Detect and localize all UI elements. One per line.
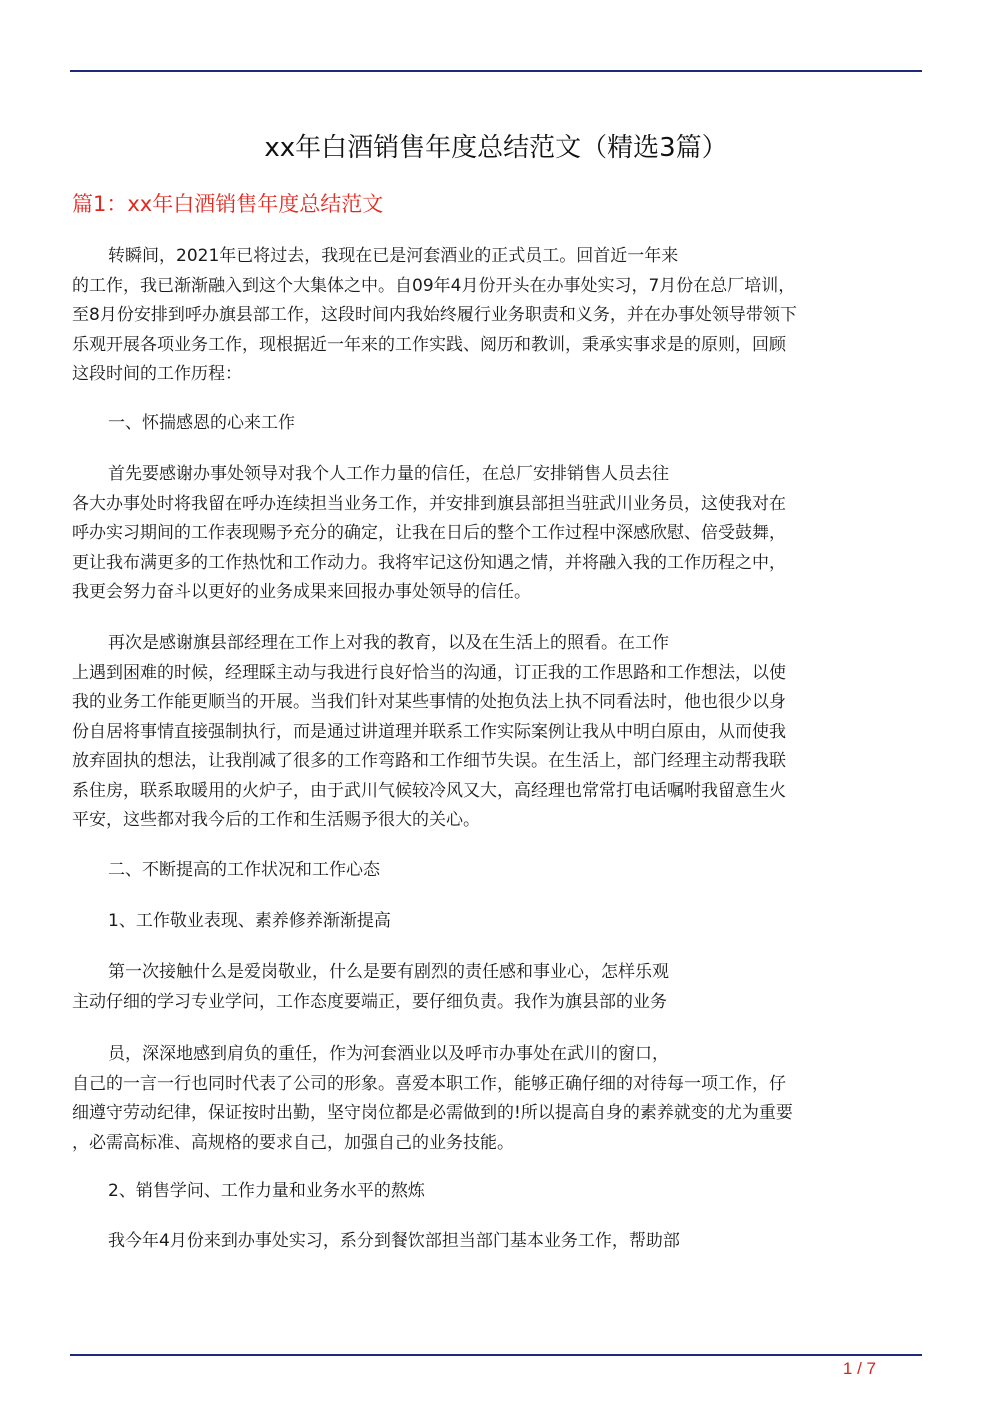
text-line: 上遇到困难的时候，经理睬主动与我进行良好恰当的沟通，订正我的工作思路和工作想法，以使 — [72, 662, 786, 683]
text-line: 转瞬间，2021年已将过去，我现在已是河套酒业的正式员工。回首近一年来 — [108, 246, 679, 266]
text-line: 主动仔细的学习专业学问，工作态度要端正，要仔细负责。我作为旗县部的业务 — [72, 991, 667, 1012]
text-line: 呼办实习期间的工作表现赐予充分的确定，让我在日后的整个工作过程中深感欣慰、倍受鼓舞， — [72, 523, 786, 543]
text-line: 细遵守劳动纪律，保证按时出勤，坚守岗位都是必需做到的!所以提高自身的素养就变的尤为重要 — [72, 1103, 793, 1123]
section-title: 篇1：xx年白酒销售年度总结范文 — [72, 192, 384, 216]
text-line: 放弃固执的想法，让我削减了很多的工作弯路和工作细节失误。在生活上，部门经理主动帮我联 — [72, 751, 786, 771]
heading-line: 二、不断提高的工作状况和工作心态 — [108, 860, 380, 880]
text-line: 份自居将事情直接强制执行，而是通过讲道理并联系工作实际案例让我从中明白原由，从而使我 — [72, 721, 786, 742]
text-line: 各大办事处时将我留在呼办连续担当业务工作，并安排到旗县部担当驻武川业务员，这使我对在 — [72, 493, 786, 514]
paragraph-1 — [72, 242, 922, 390]
text-line: 这段时间的工作历程： — [72, 364, 242, 384]
text-line: 我今年4月份来到办事处实习，系分到餐饮部担当部门基本业务工作，帮助部 — [108, 1231, 680, 1251]
text-line: 的工作，我已渐渐融入到这个大集体之中。自09年4月份开头在办事处实习，7月份在总厂培训， — [72, 275, 796, 296]
paragraph-2 — [72, 460, 922, 608]
text-line: 第一次接触什么是爱岗敬业，什么是要有剧烈的责任感和事业心，怎样乐观 — [108, 962, 669, 982]
text-line: 更让我布满更多的工作热忱和工作动力。我将牢记这份知遇之情，并将融入我的工作历程之中， — [72, 552, 786, 573]
text-line: 我更会努力奋斗以更好的业务成果来回报办事处领导的信任。 — [72, 582, 531, 602]
text-line: 乐观开展各项业务工作，现根据近一年来的工作实践、阅历和教训，秉承实事求是的原则，回顾 — [72, 334, 786, 355]
text-line: ，必需高标准、高规格的要求自己，加强自己的业务技能。 — [72, 1132, 514, 1153]
text-line: 我的业务工作能更顺当的开展。当我们针对某些事情的处抱负法上执不同看法时，他也很少以身 — [72, 692, 786, 712]
paragraph-6 — [72, 1227, 922, 1257]
footer-rule — [70, 1354, 922, 1356]
text-line: 系住房，联系取暖用的火炉子，由于武川气候较冷风又大，高经理也常常打电话嘱咐我留意生火 — [72, 780, 786, 801]
document-title: xx年白酒销售年度总结范文（精选3篇） — [264, 133, 728, 163]
paragraph-4 — [72, 958, 922, 1017]
paragraph-5 — [72, 1040, 922, 1158]
heading-work-status — [72, 856, 922, 886]
text-line: 再次是感谢旗县部经理在工作上对我的教育，以及在生活上的照看。在工作 — [108, 633, 669, 653]
header-rule — [70, 70, 922, 72]
heading-line: 2、销售学问、工作力量和业务水平的熬炼 — [108, 1181, 425, 1201]
text-line: 首先要感谢办事处领导对我个人工作力量的信任，在总厂安排销售人员去往 — [108, 464, 669, 484]
heading-line: 1、工作敬业表现、素养修养渐渐提高 — [108, 911, 391, 931]
text-line: 自己的一言一行也同时代表了公司的形象。喜爱本职工作，能够正确仔细的对待每一项工作，仔 — [72, 1073, 786, 1094]
paragraph-3 — [72, 629, 922, 836]
text-line: 员，深深地感到肩负的重任，作为河套酒业以及呼市办事处在武川的窗口， — [108, 1044, 669, 1064]
page-number: 1 / 7 — [842, 1359, 876, 1378]
heading-sales-skills — [72, 1177, 922, 1207]
heading-gratitude — [72, 409, 922, 439]
text-line: 平安，这些都对我今后的工作和生活赐予很大的关心。 — [72, 810, 480, 830]
heading-line: 一、怀揣感恩的心来工作 — [108, 413, 295, 433]
heading-dedication — [72, 907, 922, 937]
text-line: 至8月份安排到呼办旗县部工作，这段时间内我始终履行业务职责和义务，并在办事处领导带领下 — [72, 305, 797, 325]
